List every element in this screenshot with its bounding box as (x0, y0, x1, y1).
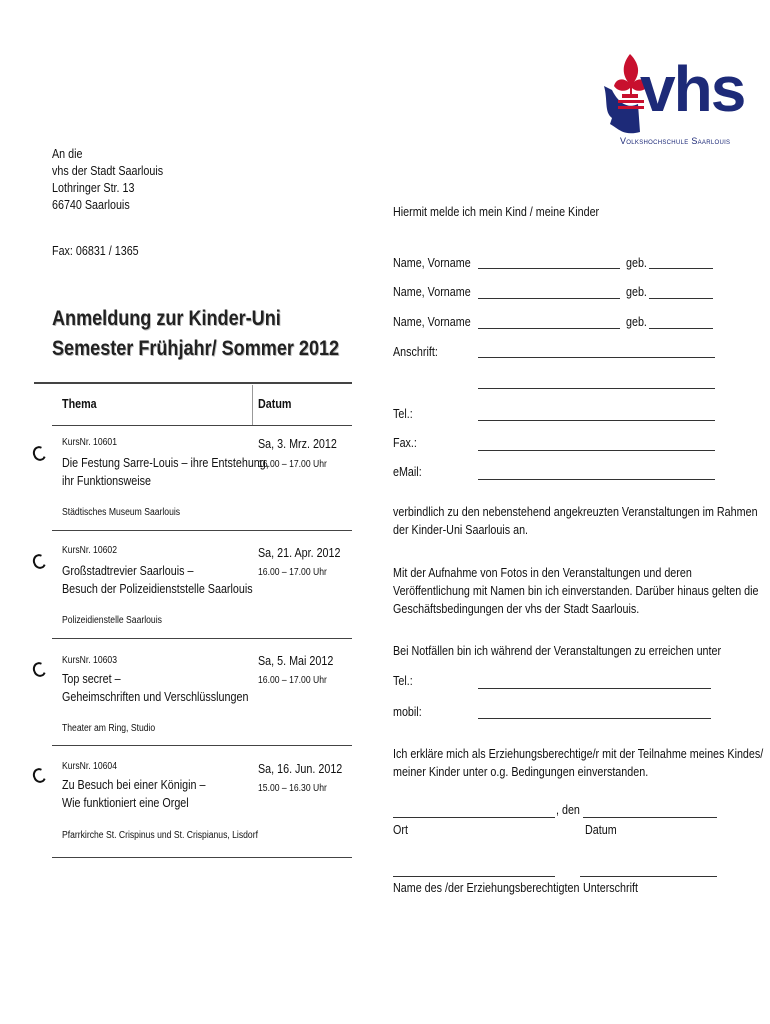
course-4-rule (52, 857, 352, 858)
fax-field[interactable] (478, 450, 715, 451)
child-3-name-label: Name, Vorname (393, 315, 471, 329)
child-2-birth-field[interactable] (649, 298, 713, 299)
course-3-date: Sa, 5. Mai 2012 (258, 654, 334, 668)
course-1-rule (52, 530, 352, 531)
emergency-tel-field[interactable] (478, 688, 711, 689)
photo-line-3: Geschäftsbedingungen der vhs der Stadt Saarlouis. (393, 602, 640, 616)
photo-consent-text (393, 564, 759, 618)
course-3-title-1: Top secret – (62, 672, 121, 686)
den-text: , den (556, 803, 580, 817)
emergency-tel-label: Tel.: (393, 674, 413, 688)
child-1-name-label: Name, Vorname (393, 256, 471, 270)
course-1-date: Sa, 3. Mrz. 2012 (258, 437, 337, 451)
child-1-geb-label: geb. (626, 256, 647, 270)
place-label: Ort (393, 823, 408, 837)
binding-line-2: der Kinder-Uni Saarlouis an. (393, 523, 529, 537)
guardian-label: Name des /der Erziehungsberechtigten (393, 881, 580, 895)
course-1-checkbox[interactable] (31, 444, 48, 463)
logo-brand: vhs (640, 53, 745, 125)
course-3-location: Theater am Ring, Studio (62, 723, 156, 734)
address-field-2[interactable] (478, 388, 715, 389)
child-3-birth-field[interactable] (649, 328, 713, 329)
course-4-location: Pfarrkirche St. Crispinus und St. Crispianus, Lisdorf (62, 830, 258, 841)
course-1-title-1: Die Festung Sarre-Louis – ihre Entstehung, (62, 456, 269, 470)
fax-number: Fax: 06831 / 1365 (52, 244, 139, 258)
course-3-title-2: Geheimschriften und Verschlüsslungen (62, 690, 249, 704)
signature-label: Unterschrift (583, 881, 638, 895)
course-3-rule (52, 745, 352, 746)
address-field-1[interactable] (478, 357, 715, 358)
course-2-time: 16.00 – 17.00 Uhr (258, 567, 327, 578)
photo-line-1: Mit der Aufnahme von Fotos in den Veranstaltungen und deren (393, 566, 692, 580)
logo-subtitle: Volkshochschule Saarlouis (620, 136, 731, 146)
course-4-nr: KursNr. 10604 (62, 761, 117, 772)
table-top-rule (34, 382, 352, 384)
course-3-nr: KursNr. 10603 (62, 655, 117, 666)
binding-line-1: verbindlich zu den nebenstehend angekreuzten Veranstaltungen im Rahmen (393, 505, 758, 519)
course-1-title-2: ihr Funktionsweise (62, 474, 152, 488)
photo-line-2: Veröffentlichung mit Namen bin ich einverstanden. Darüber hinaus gelten die (393, 584, 759, 598)
signature-field[interactable] (580, 876, 717, 877)
course-2-nr: KursNr. 10602 (62, 545, 117, 556)
address-line-4: 66740 Saarlouis (52, 198, 130, 212)
course-4-checkbox[interactable] (31, 766, 48, 785)
mobile-field[interactable] (478, 718, 711, 719)
child-1-name-field[interactable] (478, 268, 620, 269)
email-field[interactable] (478, 479, 715, 480)
title-line-2: Semester Frühjahr/ Sommer 2012 (52, 337, 340, 360)
course-2-checkbox[interactable] (31, 552, 48, 571)
address-line-3: Lothringer Str. 13 (52, 181, 135, 195)
course-4-title-1: Zu Besuch bei einer Königin – (62, 778, 206, 792)
date-label: Datum (585, 823, 617, 837)
email-label: eMail: (393, 465, 422, 479)
column-header-topic: Thema (62, 397, 97, 411)
child-3-geb-label: geb. (626, 315, 647, 329)
address-line-2: vhs der Stadt Saarlouis (52, 164, 164, 178)
course-4-title-2: Wie funktioniert eine Orgel (62, 796, 189, 810)
course-3-time: 16.00 – 17.00 Uhr (258, 675, 327, 686)
binding-text (393, 503, 758, 539)
column-header-date: Datum (258, 397, 292, 411)
table-header-rule (52, 425, 352, 426)
course-1-location: Städtisches Museum Saarlouis (62, 507, 181, 518)
emergency-text: Bei Notfällen bin ich während der Veranstaltungen zu erreichen unter (393, 644, 722, 658)
declaration-line-2: meiner Kinder unter o.g. Bedingungen einverstanden. (393, 765, 649, 779)
course-2-location: Polizeidienstelle Saarlouis (62, 615, 162, 626)
declaration-line-1: Ich erkläre mich als Erziehungsberechtige/r mit der Teilnahme meines Kindes/ (393, 747, 764, 761)
child-2-name-label: Name, Vorname (393, 285, 471, 299)
course-2-title-1: Großstadtrevier Saarlouis – (62, 564, 194, 578)
vhs-logo (600, 48, 745, 148)
declaration-text (393, 745, 763, 781)
place-field[interactable] (393, 817, 555, 818)
course-2-date: Sa, 21. Apr. 2012 (258, 546, 341, 560)
table-column-divider (252, 385, 253, 425)
course-3-checkbox[interactable] (31, 660, 48, 679)
course-4-time: 15.00 – 16.30 Uhr (258, 783, 327, 794)
fax-label: Fax.: (393, 436, 417, 450)
address-line-1: An die (52, 147, 83, 161)
address-label: Anschrift: (393, 345, 438, 359)
child-2-geb-label: geb. (626, 285, 647, 299)
date-field[interactable] (583, 817, 717, 818)
guardian-name-field[interactable] (393, 876, 555, 877)
tel-field[interactable] (478, 420, 715, 421)
form-intro: Hiermit melde ich mein Kind / meine Kinder (393, 205, 600, 219)
course-1-nr: KursNr. 10601 (62, 437, 117, 448)
course-1-time: 16.00 – 17.00 Uhr (258, 459, 327, 470)
recipient-address (52, 146, 163, 214)
tel-label: Tel.: (393, 407, 413, 421)
child-2-name-field[interactable] (478, 298, 620, 299)
mobile-label: mobil: (393, 705, 422, 719)
course-2-title-2: Besuch der Polizeidienststelle Saarlouis (62, 582, 253, 596)
child-1-birth-field[interactable] (649, 268, 713, 269)
child-3-name-field[interactable] (478, 328, 620, 329)
course-4-date: Sa, 16. Jun. 2012 (258, 762, 343, 776)
title-line-1: Anmeldung zur Kinder-Uni (52, 307, 281, 330)
page-title (52, 304, 339, 364)
course-2-rule (52, 638, 352, 639)
